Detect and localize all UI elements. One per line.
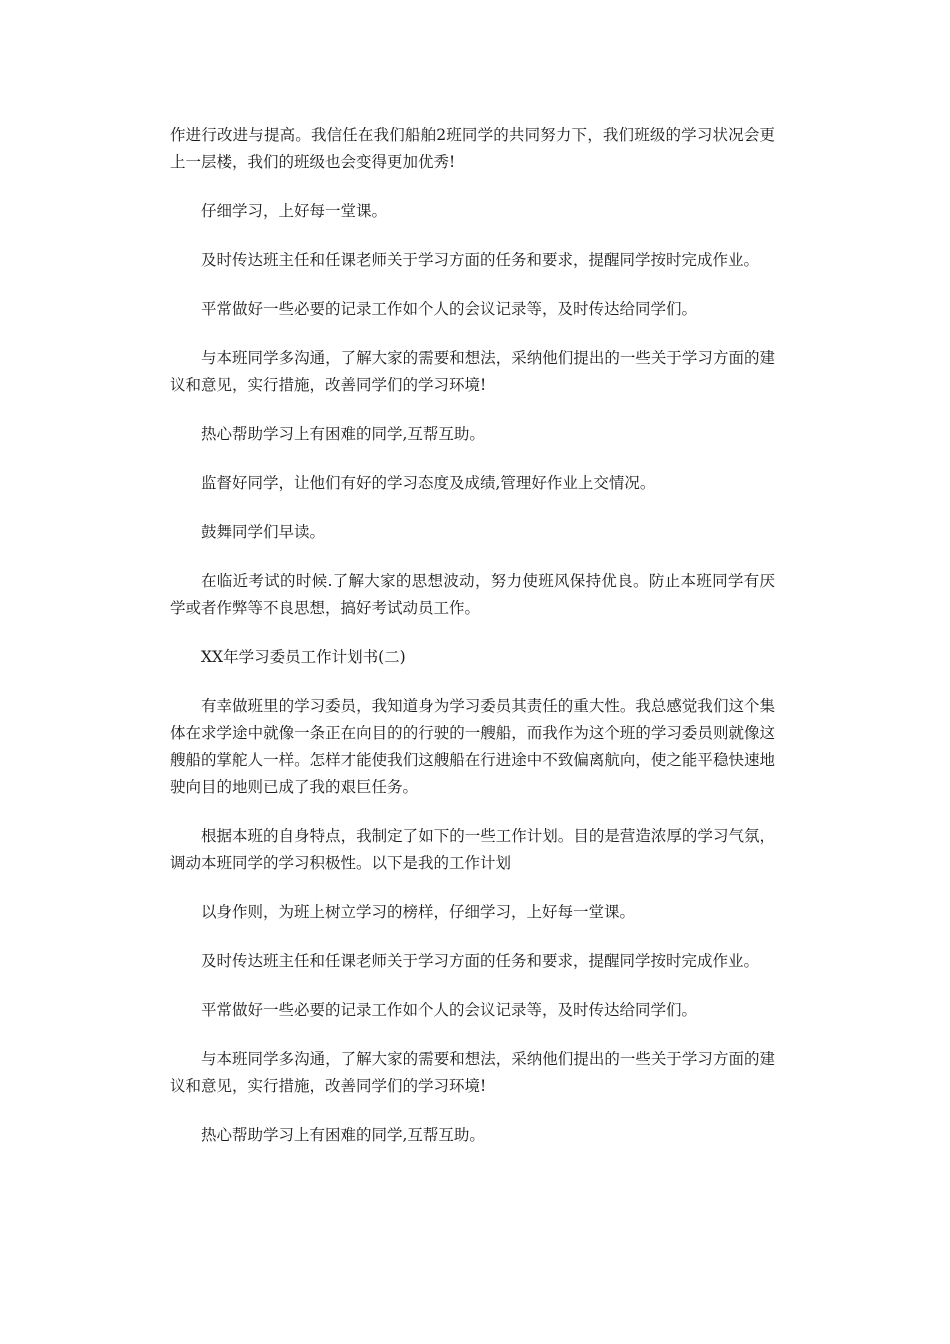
paragraph: 及时传达班主任和任课老师关于学习方面的任务和要求，提醒同学按时完成作业。	[201, 251, 760, 269]
paragraph: 与本班同学多沟通，了解大家的需要和想法，采纳他们提出的一些关于学习方面的建议和意见，实行措施，改善同学们的学习环境!	[170, 349, 775, 394]
paragraph: 有幸做班里的学习委员，我知道身为学习委员其责任的重大性。我总感觉我们这个集体在求学途中就像一条正在向目的的行驶的一艘船，而我作为这个班的学习委员则就像这艘船的掌舵人一样。怎样才能使我们这艘船在行进途中不致偏离航向，使之能平稳快速地驶向目的地则已成了我的艰巨任务。	[170, 697, 775, 796]
paragraph: 平常做好一些必要的记录工作如个人的会议记录等，及时传达给同学们。	[201, 1001, 698, 1019]
paragraph-continuation: 作进行改进与提高。我信任在我们船舶2班同学的共同努力下，我们班级的学习状况会更上一层楼，我们的班级也会变得更加优秀!	[170, 126, 775, 171]
paragraph: 监督好同学，让他们有好的学习态度及成绩,管理好作业上交情况。	[201, 474, 656, 492]
paragraph: 以身作则，为班上树立学习的榜样，仔细学习，上好每一堂课。	[201, 903, 636, 921]
paragraph: 热心帮助学习上有困难的同学,互帮互助。	[201, 1126, 485, 1144]
paragraph: 鼓舞同学们早读。	[201, 523, 326, 541]
paragraph: 与本班同学多沟通，了解大家的需要和想法，采纳他们提出的一些关于学习方面的建议和意见，实行措施，改善同学们的学习环境!	[170, 1050, 775, 1095]
paragraph: 根据本班的自身特点，我制定了如下的一些工作计划。目的是营造浓厚的学习气氛，调动本班同学的学习积极性。以下是我的工作计划	[170, 827, 775, 872]
paragraph: 及时传达班主任和任课老师关于学习方面的任务和要求，提醒同学按时完成作业。	[201, 952, 760, 970]
document-body	[170, 122, 775, 1171]
paragraph: 仔细学习，上好每一堂课。	[201, 202, 388, 220]
section-heading: XX年学习委员工作计划书(二)	[201, 648, 406, 666]
paragraph: 热心帮助学习上有困难的同学,互帮互助。	[201, 425, 485, 443]
paragraph: 在临近考试的时候.了解大家的思想波动，努力使班风保持优良。防止本班同学有厌学或者作弊等不良思想，搞好考试动员工作。	[170, 572, 775, 617]
paragraph: 平常做好一些必要的记录工作如个人的会议记录等，及时传达给同学们。	[201, 300, 698, 318]
